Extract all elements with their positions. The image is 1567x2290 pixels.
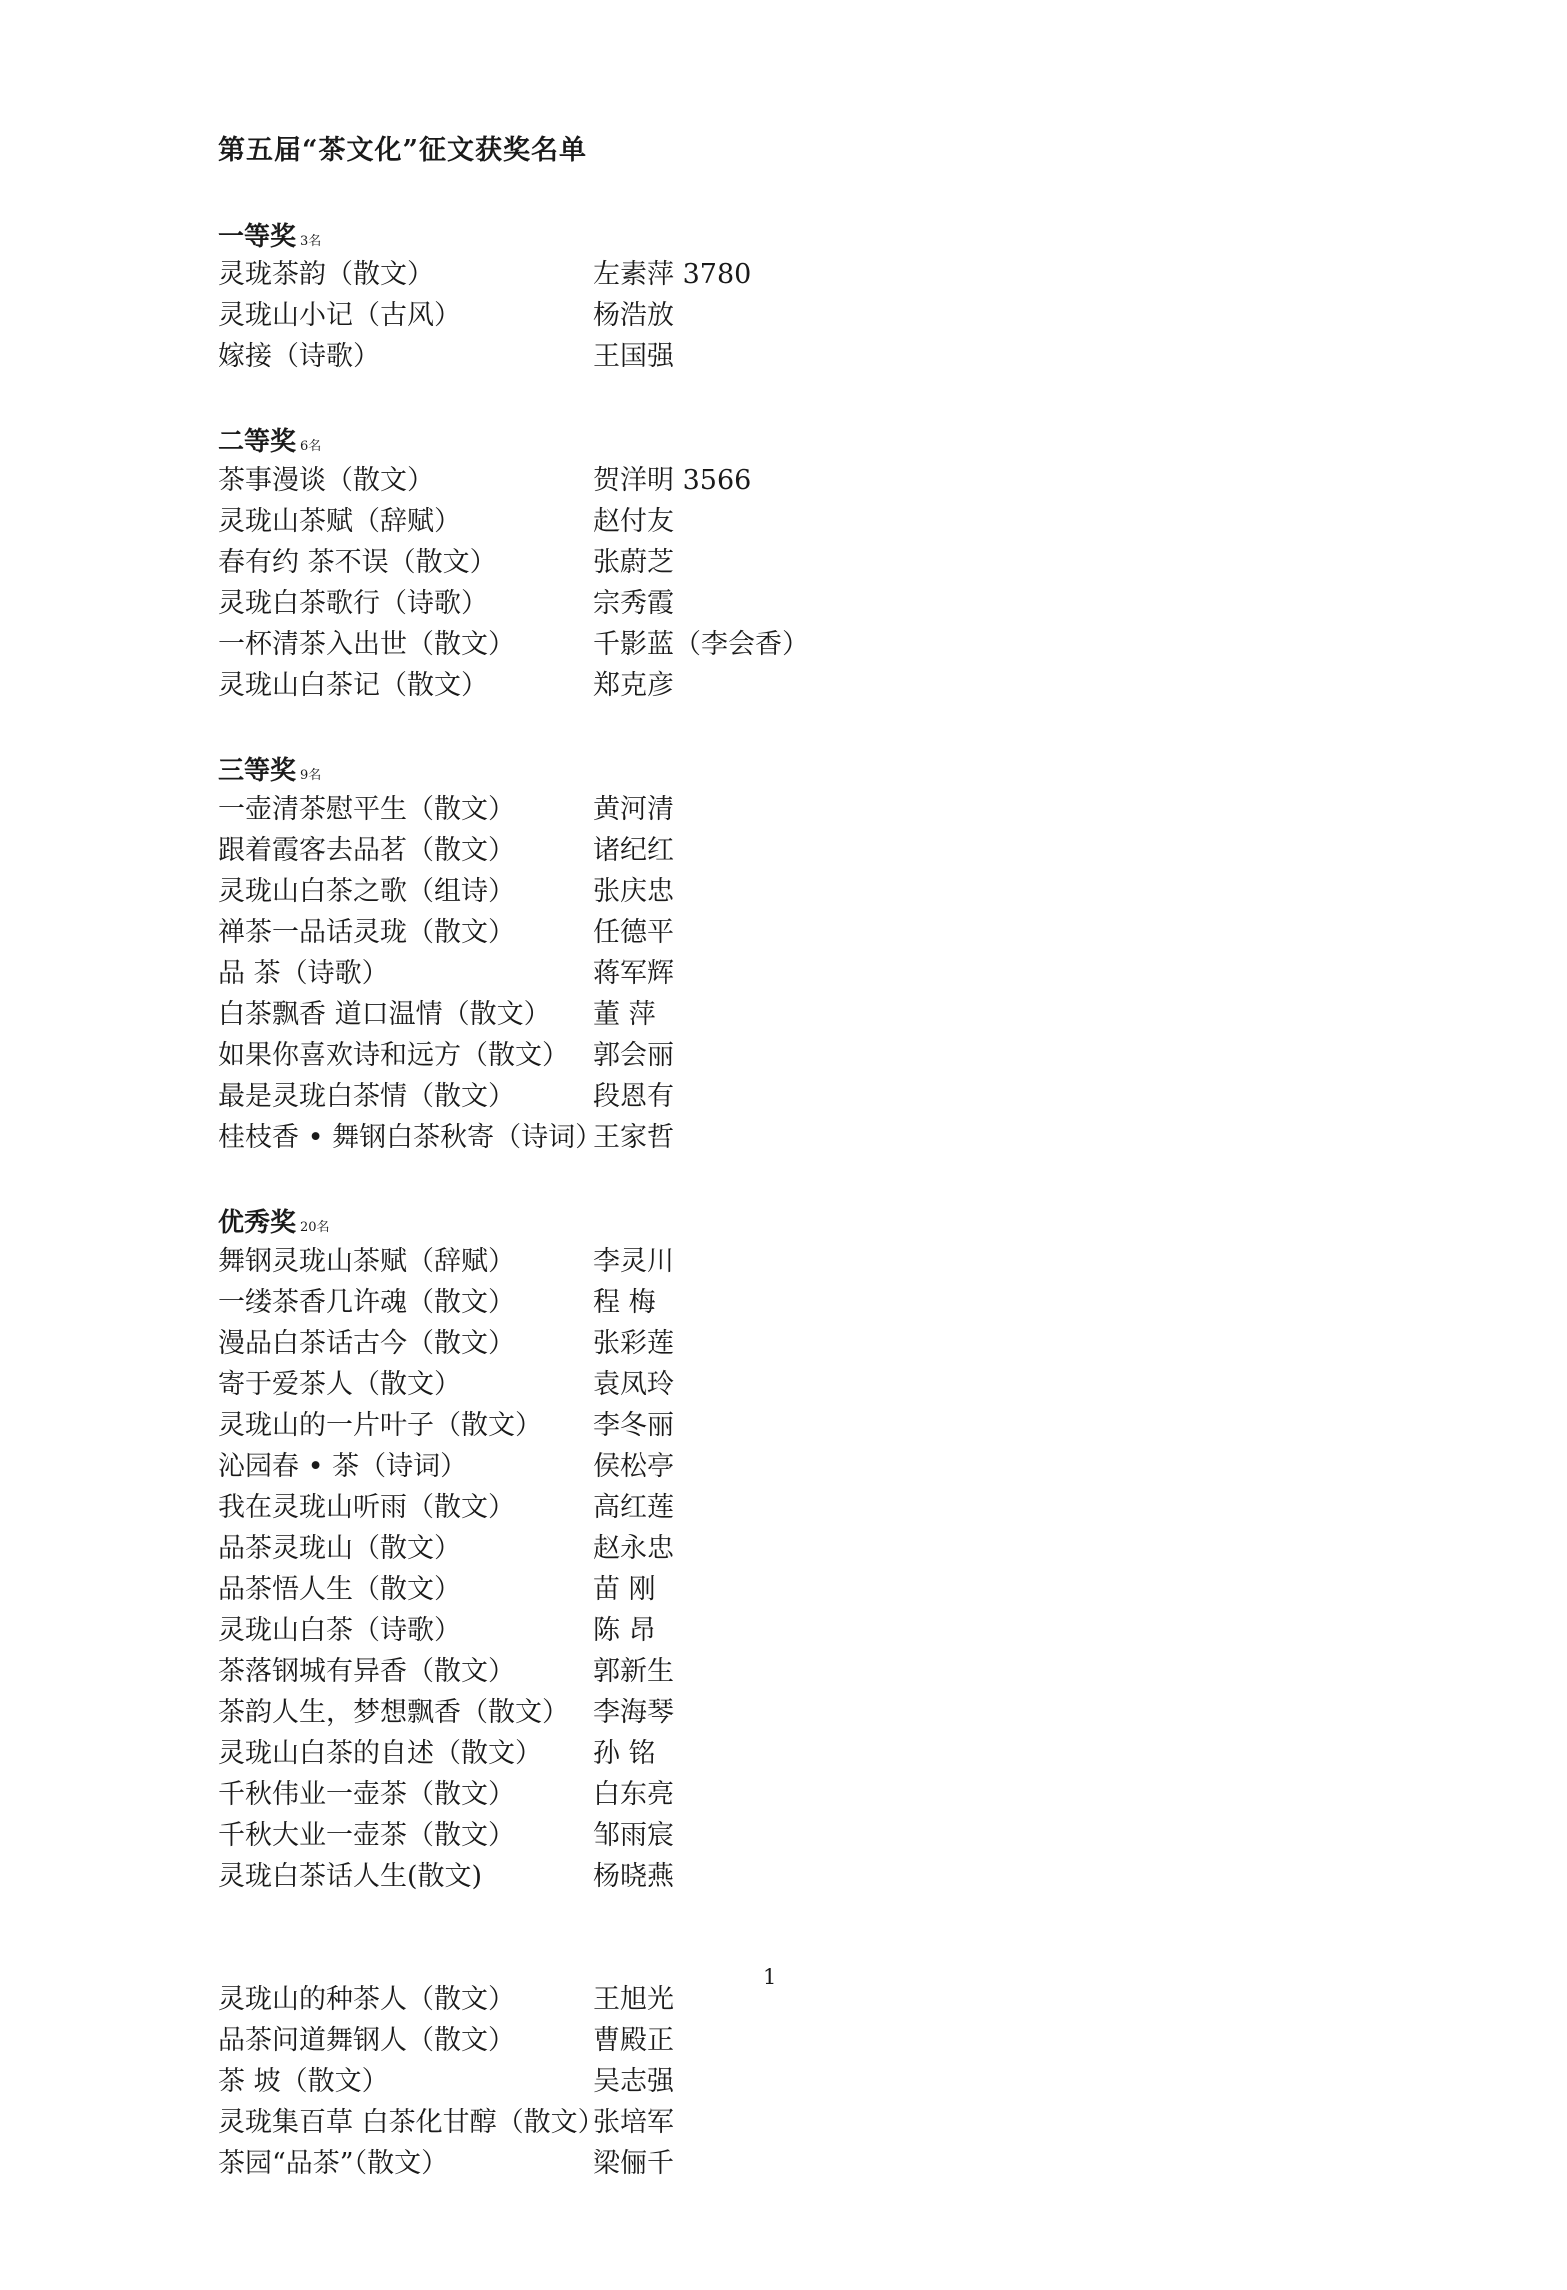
section-count: 3名 — [300, 234, 322, 249]
list-item — [218, 462, 1318, 500]
list-item — [218, 1284, 1318, 1322]
page-number: 1 — [763, 1965, 777, 1989]
list-item — [218, 1571, 1318, 1609]
author-name: 孙 铭 — [593, 1738, 656, 1769]
author-name: 吴志强 — [593, 2066, 674, 2097]
work-title: 灵珑山的一片叶子（散文） — [218, 1410, 542, 1441]
list-item — [218, 2145, 1318, 2183]
list-item — [218, 1612, 1318, 1650]
list-item — [218, 626, 1318, 664]
list-item — [218, 503, 1318, 541]
work-title: 千秋伟业一壶茶（散文） — [218, 1779, 515, 1810]
author-name: 赵永忠 — [593, 1533, 674, 1564]
list-item — [218, 791, 1318, 829]
author-name: 高红莲 — [593, 1492, 674, 1523]
work-title: 我在灵珑山听雨（散文） — [218, 1492, 515, 1523]
author-name: 李灵川 — [593, 1246, 674, 1277]
work-title: 灵珑白茶歌行（诗歌） — [218, 588, 488, 619]
work-title: 桂枝香 • 舞钢白茶秋寄（诗词） — [218, 1122, 603, 1153]
work-title: 沁园春 • 茶（诗词） — [218, 1451, 468, 1482]
author-name: 陈 昂 — [593, 1615, 656, 1646]
author-name: 苗 刚 — [593, 1574, 656, 1605]
list-item — [218, 996, 1318, 1034]
work-title: 品茶悟人生（散文） — [218, 1574, 461, 1605]
section-name: 二等奖 — [218, 427, 297, 457]
list-item — [218, 544, 1318, 582]
work-title: 漫品白茶话古今（散文） — [218, 1328, 515, 1359]
work-title: 茶落钢城有异香（散文） — [218, 1656, 515, 1687]
list-item — [218, 1694, 1318, 1732]
author-name: 千影蓝（李会香） — [593, 629, 809, 660]
list-item — [218, 1530, 1318, 1568]
section-count: 6名 — [300, 439, 322, 454]
author-name: 程 梅 — [593, 1287, 656, 1318]
list-item — [218, 873, 1318, 911]
work-title: 一壶清茶慰平生（散文） — [218, 794, 515, 825]
list-item — [218, 1119, 1318, 1157]
list-item — [218, 585, 1318, 623]
list-item — [218, 1489, 1318, 1527]
list-item — [218, 338, 1318, 376]
author-name: 李冬丽 — [593, 1410, 674, 1441]
list-item — [218, 1448, 1318, 1486]
author-name: 张蔚芝 — [593, 547, 674, 578]
list-item — [218, 1817, 1318, 1855]
section-count: 9名 — [300, 768, 322, 783]
author-name: 李海琴 — [593, 1697, 674, 1728]
author-name: 侯松亭 — [593, 1451, 674, 1482]
list-item — [218, 914, 1318, 952]
author-name: 诸纪红 — [593, 835, 674, 866]
list-item — [218, 1407, 1318, 1445]
list-item — [218, 2022, 1318, 2060]
section-name: 优秀奖 — [218, 1208, 297, 1238]
author-name: 曹殿正 — [593, 2025, 674, 2056]
work-title: 最是灵珑白茶情（散文） — [218, 1081, 515, 1112]
list-item — [218, 1776, 1318, 1814]
work-title: 灵珑山白茶记（散文） — [218, 670, 488, 701]
work-title: 灵珑山白茶之歌（组诗） — [218, 876, 515, 907]
author-name: 邹雨宸 — [593, 1820, 674, 1851]
work-title: 嫁接（诗歌） — [218, 341, 380, 372]
section-name: 一等奖 — [218, 222, 297, 252]
list-item — [218, 1653, 1318, 1691]
work-title: 一缕茶香几许魂（散文） — [218, 1287, 515, 1318]
author-name: 郑克彦 — [593, 670, 674, 701]
document-title: 第五届“茶文化”征文获奖名单 — [218, 135, 588, 166]
work-title: 灵珑山茶赋（辞赋） — [218, 506, 461, 537]
work-title: 千秋大业一壶茶（散文） — [218, 1820, 515, 1851]
work-title: 灵珑茶韵（散文） — [218, 259, 434, 290]
section-heading-first-prize — [218, 216, 321, 253]
work-title: 寄于爱茶人（散文） — [218, 1369, 461, 1400]
work-title: 一杯清茶入出世（散文） — [218, 629, 515, 660]
list-item — [218, 832, 1318, 870]
work-title: 灵珑山的种茶人（散文） — [218, 1984, 515, 2015]
work-title: 春有约 茶不误（散文） — [218, 547, 497, 578]
author-name: 袁凤玲 — [593, 1369, 674, 1400]
section-heading-second-prize — [218, 421, 321, 458]
author-name: 王国强 — [593, 341, 674, 372]
author-name: 宗秀霞 — [593, 588, 674, 619]
work-title: 如果你喜欢诗和远方（散文） — [218, 1040, 569, 1071]
work-title: 灵珑山白茶（诗歌） — [218, 1615, 461, 1646]
list-item — [218, 1735, 1318, 1773]
author-name: 杨晓燕 — [593, 1861, 674, 1892]
work-title: 茶事漫谈（散文） — [218, 465, 434, 496]
list-item — [218, 667, 1318, 705]
list-item — [218, 1243, 1318, 1281]
author-name: 贺洋明 3566 — [593, 465, 752, 496]
author-name: 任德平 — [593, 917, 674, 948]
section-heading-third-prize — [218, 750, 321, 787]
work-title: 白茶飘香 道口温情（散文） — [218, 999, 551, 1030]
list-item — [218, 1366, 1318, 1404]
author-name: 郭会丽 — [593, 1040, 674, 1071]
work-title: 茶 坡（散文） — [218, 2066, 389, 2097]
work-title: 品茶灵珑山（散文） — [218, 1533, 461, 1564]
list-item — [218, 1858, 1318, 1896]
list-item — [218, 2104, 1318, 2142]
work-title: 灵珑白茶话人生(散文) — [218, 1861, 483, 1892]
list-item — [218, 297, 1318, 335]
section-count: 20名 — [300, 1220, 330, 1235]
author-name: 张庆忠 — [593, 876, 674, 907]
author-name: 左素萍 3780 — [593, 259, 752, 290]
author-name: 张培军 — [593, 2107, 674, 2138]
author-name: 郭新生 — [593, 1656, 674, 1687]
list-item — [218, 955, 1318, 993]
section-heading-merit-prize — [218, 1202, 330, 1239]
author-name: 王家哲 — [593, 1122, 674, 1153]
author-name: 赵付友 — [593, 506, 674, 537]
list-item — [218, 1325, 1318, 1363]
author-name: 黄河清 — [593, 794, 674, 825]
author-name: 张彩莲 — [593, 1328, 674, 1359]
author-name: 白东亮 — [593, 1779, 674, 1810]
work-title: 茶园“品茶”（散文） — [218, 2148, 449, 2179]
author-name: 王旭光 — [593, 1984, 674, 2015]
work-title: 禅茶一品话灵珑（散文） — [218, 917, 515, 948]
work-title: 跟着霞客去品茗（散文） — [218, 835, 515, 866]
author-name: 蒋军辉 — [593, 958, 674, 989]
list-item — [218, 1078, 1318, 1116]
author-name: 杨浩放 — [593, 300, 674, 331]
author-name: 段恩有 — [593, 1081, 674, 1112]
author-name: 梁俪千 — [593, 2148, 674, 2179]
work-title: 灵珑山白茶的自述（散文） — [218, 1738, 542, 1769]
list-item — [218, 1037, 1318, 1075]
section-name: 三等奖 — [218, 756, 297, 786]
work-title: 茶韵人生，梦想飘香（散文） — [218, 1697, 569, 1728]
list-item — [218, 1981, 1318, 2019]
list-item — [218, 2063, 1318, 2101]
list-item — [218, 256, 1318, 294]
work-title: 舞钢灵珑山茶赋（辞赋） — [218, 1246, 515, 1277]
work-title: 灵珑集百草 白茶化甘醇（散文） — [218, 2107, 605, 2138]
author-name: 董 萍 — [593, 999, 656, 1030]
work-title: 品茶问道舞钢人（散文） — [218, 2025, 515, 2056]
work-title: 灵珑山小记（古风） — [218, 300, 461, 331]
work-title: 品 茶（诗歌） — [218, 958, 389, 989]
